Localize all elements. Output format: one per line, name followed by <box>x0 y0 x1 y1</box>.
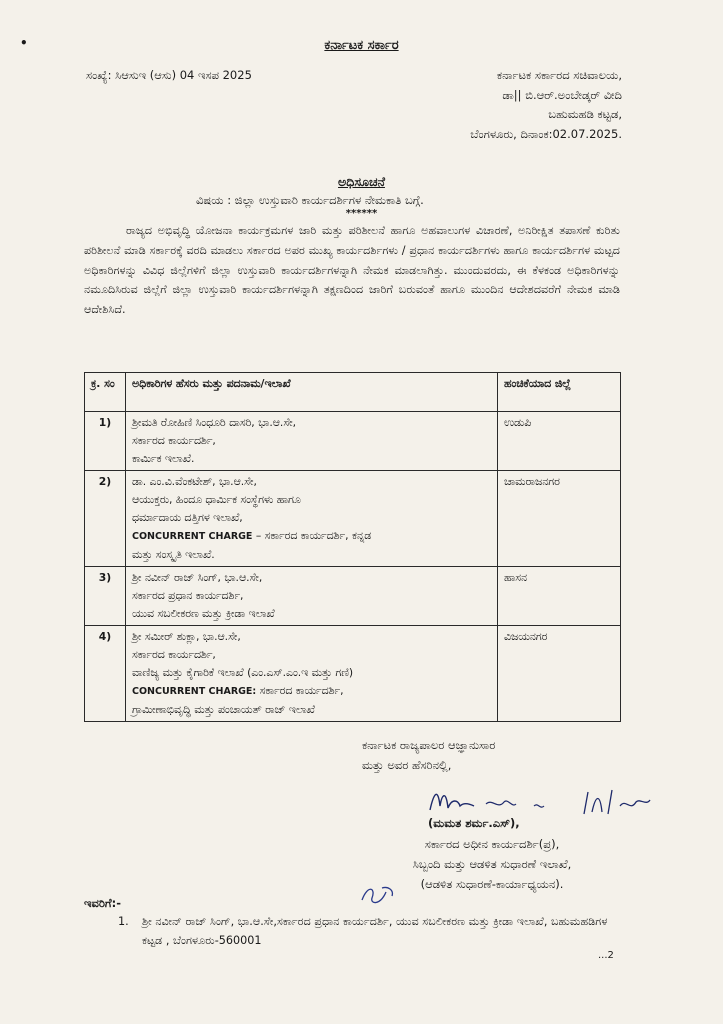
row-serial: 2) <box>85 471 126 567</box>
notification-body: ರಾಜ್ಯದ ಅಭಿವೃದ್ಧಿ ಯೋಜನಾ ಕಾರ್ಯಕ್ರಮಗಳ ಜಾರಿ ಮತ್ತು ಪರಿಶೀಲನೆ ಹಾಗೂ ಅಹವಾಲುಗಳ ವಿಚಾರಣೆ, ಅನಿರೀಕ್ಷಿತ ತಪಾಸಣೆ ಕುರಿತು ಪರಿಶೀಲನೆ ಮಾಡಿ ಸರ್ಕಾರಕ್ಕೆ ವರದಿ ಮಾಡಲು ಸರ್ಕಾರದ ಅಪರ ಮುಖ್ಯ ಕಾರ್ಯದರ್ಶಿಗಳು / ಪ್ರಧಾನ ಕಾರ್ಯದರ್ಶಿಗಳು ಹಾಗೂ ಕಾರ್ಯದರ್ಶಿಗಳ ಮಟ್ಟದ ಅಧಿಕಾರಿಗಳನ್ನು ವಿವಿಧ ಜಿಲ್ಲೆಗಳಿಗೆ ಜಿಲ್ಲಾ ಉಸ್ತುವಾರಿ ಕಾರ್ಯದರ್ಶಿಗಳನ್ನಾಗಿ ನೇಮಕ ಮಾಡಲಾಗಿತ್ತು. ಮುಂದುವರದು, ಈ ಕೆಳಕಂಡ ಅಧಿಕಾರಿಗಳನ್ನು ನಮೂದಿಸಿರುವ ಜಿಲ್ಲೆಗೆ ಜಿಲ್ಲಾ ಉಸ್ತುವಾರಿ ಕಾರ್ಯದರ್ಶಿಗಳನ್ನಾಗಿ ತಕ್ಷಣದಿಂದ ಜಾರಿಗೆ ಬರುವಂತೆ ಹಾಗೂ ಮುಂದಿನ ಆದೇಶದವರೆಗೆ ನೇಮಕ ಮಾಡಿ ಆದೇಶಿಸಿದೆ. <box>84 224 620 317</box>
concurrent-charge-label: CONCURRENT CHARGE: <box>132 686 257 697</box>
signatory-name: (ಮಮತ ಶರ್ಮ.ಎಸ್), <box>428 816 520 830</box>
row-officer <box>126 412 498 471</box>
row-district: ಹಾಸನ <box>498 567 621 626</box>
appointment-table <box>84 372 621 722</box>
header-district: ಹಂಚಿಕೆಯಾದ ಜಿಲ್ಲೆ <box>498 373 621 412</box>
officer-line: ಶ್ರೀಮತಿ ರೋಹಿಣಿ ಸಿಂಧೂರಿ ದಾಸರಿ, ಭಾ.ಆ.ಸೇ, <box>132 416 297 429</box>
separator-stars: ****** <box>345 208 378 219</box>
address-line: ಡಾ|| ಬಿ.ಆರ್.ಅಂಬೇಡ್ಕರ್ ವೀದಿ <box>502 87 622 102</box>
subject-line: ವಿಷಯ : ಜಿಲ್ಲಾ ಉಸ್ತುವಾರಿ ಕಾರ್ಯದರ್ಶಿಗಳ ನೇಮಕಾತಿ ಬಗ್ಗೆ. <box>196 193 424 207</box>
officer-line: ಧರ್ಮಾದಾಯ ದತ್ತಿಗಳ ಇಲಾಖೆ, <box>132 511 243 524</box>
officer-line: ಯುವ ಸಬಲೀಕರಣ ಮತ್ತು ಕ್ರೀಡಾ ಇಲಾಖೆ <box>132 607 275 620</box>
concurrent-charge-line: ಮತ್ತು ಸಂಸ್ಕೃತಿ ಇಲಾಖೆ. <box>132 548 215 561</box>
concurrent-charge-label: CONCURRENT CHARGE <box>132 531 253 542</box>
row-district: ವಿಜಯನಗರ <box>498 626 621 722</box>
officer-line: ಶ್ರೀ ನವೀನ್ ರಾಜ್ ಸಿಂಗ್, ಭಾ.ಆ.ಸೇ, <box>132 571 263 584</box>
address-line: ಕರ್ನಾಟಕ ಸರ್ಕಾರದ ಸಚಿವಾಲಯ, <box>496 68 622 82</box>
address-line: ಬೆಂಗಳೂರು, ದಿನಾಂಕ:02.07.2025. <box>470 126 622 141</box>
copy-to-label: ಇವರಿಗೆ:- <box>84 896 121 910</box>
notification-heading: ಅಧಿಸೂಚನೆ <box>338 174 385 189</box>
initial-mark <box>358 880 398 910</box>
officer-line: ಆಯುಕ್ತರು, ಹಿಂದೂ ಧಾರ್ಮಿಕ ಸಂಸ್ಥೆಗಳು ಹಾಗೂ <box>132 493 301 506</box>
header-serial: ಕ್ರ. ಸಂ <box>85 373 126 412</box>
row-district: ಉಡುಪಿ <box>498 412 621 471</box>
officer-line: ಸರ್ಕಾರದ ಕಾರ್ಯದರ್ಶಿ, <box>132 648 216 661</box>
margin-mark: • <box>20 36 28 50</box>
copy-to-number: 1. <box>118 915 129 928</box>
page-continuation-marker: ...2 <box>598 950 614 961</box>
row-officer <box>126 626 498 722</box>
order-line: ಮತ್ತು ಅವರ ಹೆಸರಿನಲ್ಲಿ, <box>362 758 452 772</box>
row-officer <box>126 471 498 567</box>
address-line: ಬಹುಮಹಡಿ ಕಟ್ಟಡ, <box>548 107 622 121</box>
concurrent-charge-text: ಸರ್ಕಾರದ ಕಾರ್ಯದರ್ಶಿ, <box>256 684 344 697</box>
table-row <box>85 626 621 722</box>
row-serial: 4) <box>85 626 126 722</box>
government-title: ಕರ್ನಾಟಕ ಸರ್ಕಾರ <box>324 38 399 53</box>
officer-line: ವಾಣಿಜ್ಯ ಮತ್ತು ಕೈಗಾರಿಕೆ ಇಲಾಖೆ (ಎಂ.ಎಸ್.ಎಂ.ಇ ಮತ್ತು ಗಣಿ) <box>132 666 354 679</box>
row-serial: 1) <box>85 412 126 471</box>
office-address <box>412 66 622 144</box>
order-authority <box>362 735 495 775</box>
table-row <box>85 567 621 626</box>
concurrent-charge-text: – ಸರ್ಕಾರದ ಕಾರ್ಯದರ್ಶಿ, ಕನ್ನಡ <box>252 529 372 542</box>
officer-line: ಸರ್ಕಾರದ ಕಾರ್ಯದರ್ಶಿ, <box>132 434 216 447</box>
order-line: ಕರ್ನಾಟಕ ರಾಜ್ಯಪಾಲರ ಆಜ್ಞಾನುಸಾರ <box>362 738 496 752</box>
officer-line: ಡಾ. ಎಂ.ವಿ.ವೆಂಕಟೇಶ್, ಭಾ.ಆ.ಸೇ, <box>132 475 257 488</box>
row-district: ಚಾಮರಾಜನಗರ <box>498 471 621 567</box>
concurrent-charge-line <box>132 682 491 701</box>
table-row <box>85 412 621 471</box>
row-serial: 3) <box>85 567 126 626</box>
reference-number: ಸಂಖ್ಯೆ: ಸಿಆಸುಇ (ಆಸು) 04 ಇಸಪ 2025 <box>86 68 252 82</box>
officer-line: ಕಾರ್ಮಿಕ ಇಲಾಖೆ. <box>132 452 195 465</box>
concurrent-charge-line <box>132 527 491 546</box>
officer-line: ಶ್ರೀ ಸಮೀರ್ ಶುಕ್ಲಾ, ಭಾ.ಆ.ಸೇ, <box>132 630 241 643</box>
header-officer: ಅಧಿಕಾರಿಗಳ ಹೆಸರು ಮತ್ತು ಪದನಾಮ/ಇಲಾಖೆ <box>126 373 498 412</box>
officer-line: ಸರ್ಕಾರದ ಪ್ರಧಾನ ಕಾರ್ಯದರ್ಶಿ, <box>132 589 244 602</box>
designation-line: ಸರ್ಕಾರದ ಅಧೀನ ಕಾರ್ಯದರ್ಶಿ(ಪ್ರ), <box>424 837 560 851</box>
designation-line: (ಆಡಳಿತ ಸುಧಾರಣೆ-ಕಾರ್ಯಾಧ್ಯಯನ). <box>420 877 564 891</box>
copy-to-text: ಶ್ರೀ ನವೀನ್ ರಾಜ್ ಸಿಂಗ್, ಭಾ.ಆ.ಸೇ,ಸರ್ಕಾರದ ಪ್ರಧಾನ ಕಾರ್ಯದರ್ಶಿ, ಯುವ ಸಬಲೀಕರಣ ಮತ್ತು ಕ್ರೀಡಾ ಇಲಾಖೆ, ಬಹುಮಹಡಿಗಳ ಕಟ್ಟಡ , ಬೆಂಗಳೂರು-560001 <box>142 915 608 947</box>
table-header-row <box>85 373 621 412</box>
table-row <box>85 471 621 567</box>
row-officer <box>126 567 498 626</box>
copy-to-item <box>118 912 618 950</box>
handwritten-signature <box>424 784 654 818</box>
concurrent-charge-line: ಗ್ರಾಮೀಣಾಭಿವೃದ್ಧಿ ಮತ್ತು ಪಂಚಾಯತ್ ರಾಜ್ ಇಲಾಖೆ <box>132 703 315 716</box>
designation-line: ಸಿಬ್ಬಂದಿ ಮತ್ತು ಆಡಳಿತ ಸುಧಾರಣೆ ಇಲಾಖೆ, <box>412 857 572 871</box>
